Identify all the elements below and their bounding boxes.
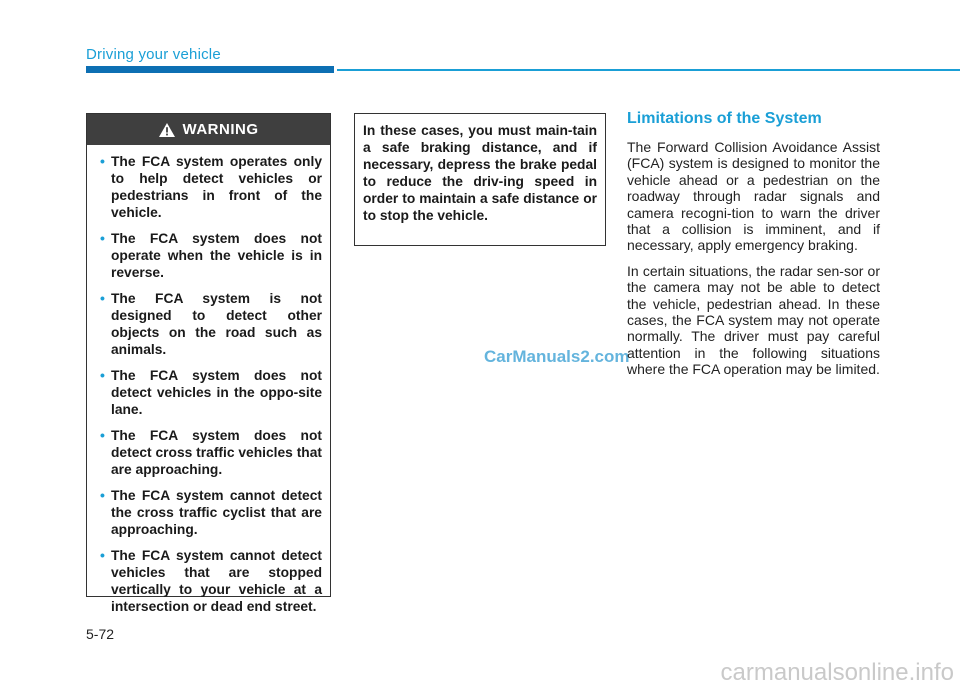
section-title: Driving your vehicle: [86, 46, 221, 63]
list-item: • The FCA system does not detect vehicles in the oppo-site lane.: [100, 367, 322, 417]
warning-icon: [159, 123, 175, 137]
bullet-icon: •: [100, 153, 105, 169]
list-item: • The FCA system cannot detect the cross traffic cyclist that are approaching.: [100, 487, 322, 537]
list-item: • The FCA system operates only to help detect vehicles or pedestrians in front of the vehicle.: [100, 153, 322, 220]
warning-list: [87, 145, 330, 615]
note-box: In these cases, you must main-tain a safe braking distance, and if necessary, depress the brake pedal to reduce the driv-ing speed in order to maintain a safe distance or to stop the vehicle.: [354, 113, 606, 246]
warning-header: [87, 114, 330, 145]
bullet-icon: •: [100, 290, 105, 306]
paragraph: The Forward Collision Avoidance Assist (FCA) system is designed to monitor the vehicle ahead or a pedestrian on the roadway through radar signals and camera recogni-tion to warn the driver that a collision is imminent, and if necessary, apply emergency braking.: [627, 139, 880, 254]
warning-title: WARNING: [182, 121, 259, 138]
list-item: • The FCA system cannot detect vehicles that are stopped vertically to your vehicle at a intersection or dead end street.: [100, 547, 322, 614]
limitations-section: [627, 110, 880, 387]
list-item: • The FCA system does not operate when the vehicle is in reverse.: [100, 230, 322, 280]
limitations-heading: Limitations of the System: [627, 110, 822, 127]
bullet-icon: •: [100, 547, 105, 563]
list-item: • The FCA system does not detect cross traffic vehicles that are approaching.: [100, 427, 322, 477]
bullet-icon: •: [100, 230, 105, 246]
paragraph: In certain situations, the radar sen-sor or the camera may not be able to detect the vehicle, pedestrian ahead. In these cases, the FCA system may not operate normally. The driver must pay careful attention in the following situations where the FCA operation may be limited.: [627, 262, 880, 378]
list-item: • The FCA system is not designed to detect other objects on the road such as animals.: [100, 290, 322, 357]
page-number: 5-72: [86, 626, 115, 642]
watermark-link[interactable]: CarManuals2.com: [484, 347, 630, 366]
warning-box: [86, 113, 331, 614]
bullet-icon: •: [100, 367, 105, 383]
header-bar-dark: [86, 66, 334, 73]
bullet-icon: •: [100, 487, 105, 503]
footer-watermark: carmanualsonline.info: [720, 659, 954, 686]
header-bar-light: [337, 69, 960, 71]
bullet-icon: •: [100, 427, 105, 443]
